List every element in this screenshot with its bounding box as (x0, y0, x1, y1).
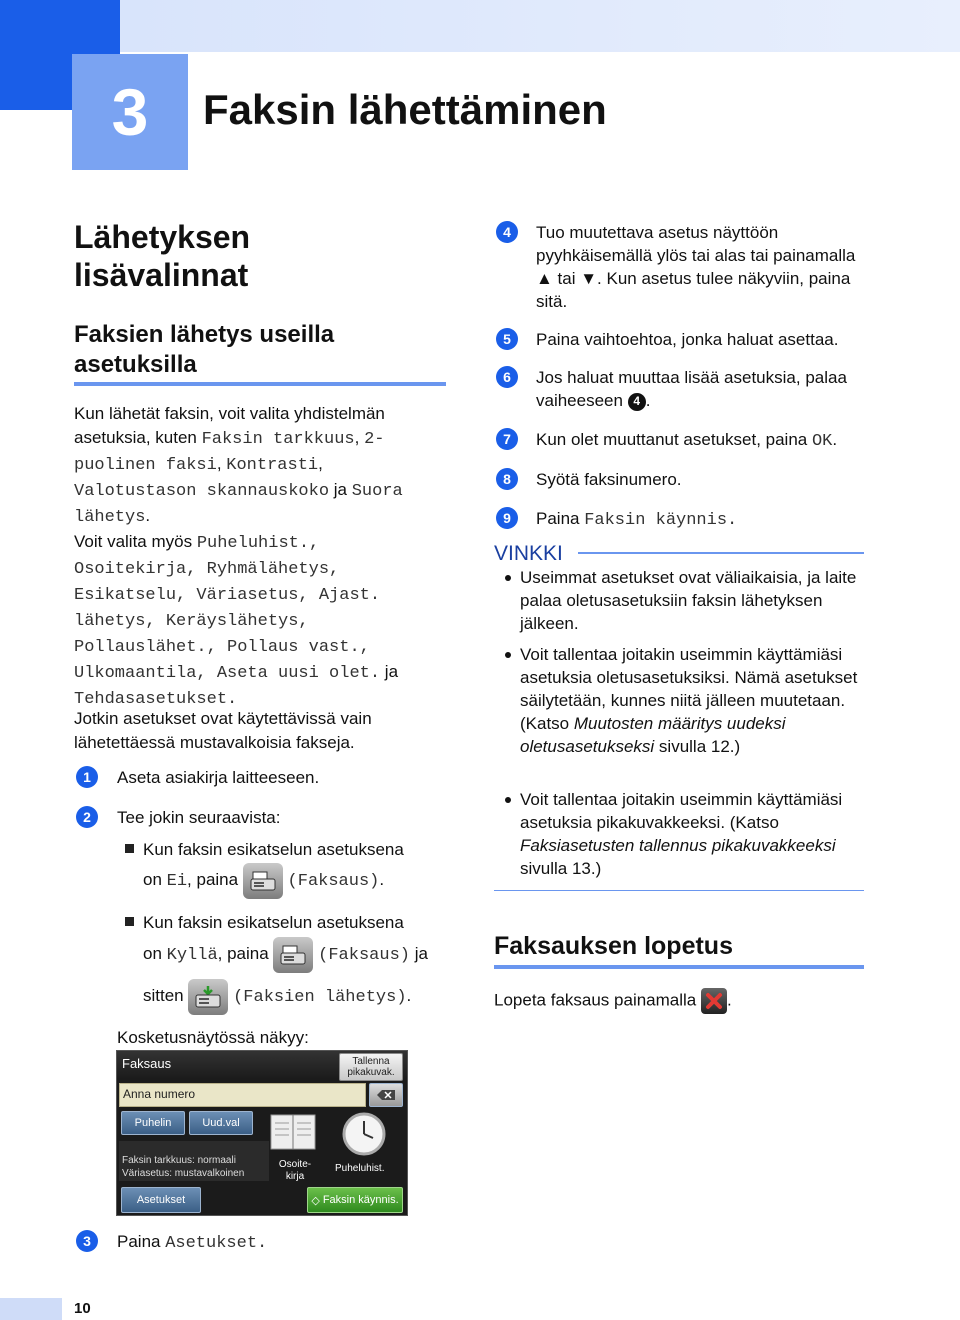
step-text: Tee jokin seuraavista: (117, 808, 281, 827)
address-book-icon[interactable] (267, 1109, 319, 1157)
square-bullet (125, 844, 134, 853)
step-text: Paina vaihtoehtoa, jonka haluat asettaa. (536, 330, 839, 349)
bullet-text: Kun faksin esikatselun asetuksena (143, 840, 404, 859)
step-number: 9 (496, 507, 518, 529)
step-text: Tuo muutettava asetus näyttöön pyyhkäisemällä ylös tai alas tai painamalla ▲ tai ▼. Kun asetus tulee näkyviin, paina sitä. (536, 223, 856, 311)
step-number: 3 (76, 1230, 98, 1252)
bullet-dot (505, 575, 511, 581)
step-number: 4 (496, 221, 518, 243)
bullet-text: Kun faksin esikatselun asetuksena (143, 913, 404, 932)
step-number: 8 (496, 468, 518, 490)
fax-start-label: Faksin käynnis. (322, 1194, 399, 1206)
step-text: Jos haluat muuttaa lisää asetuksia, palaa vaiheeseen 4 . (536, 368, 847, 410)
call-history-label: Puheluhist. (335, 1163, 385, 1174)
page-number: 10 (74, 1300, 91, 1317)
note-bottom-rule (494, 890, 864, 891)
fax-button-icon (243, 863, 283, 899)
step-number: 5 (496, 328, 518, 350)
touchscreen-mockup (116, 1050, 408, 1216)
step-text: Kun olet muuttanut asetukset, paina OK. (536, 430, 838, 451)
stop-section-text: Lopeta faksaus painamalla . (494, 988, 732, 1014)
step-number: 7 (496, 428, 518, 450)
number-input-placeholder: Anna numero (123, 1087, 196, 1101)
settings-button[interactable]: Asetukset (121, 1187, 201, 1213)
bullet-text-line3: sitten (Faksien lähetys). (143, 976, 411, 1018)
bullet-dot (505, 797, 511, 803)
step-number: 6 (496, 366, 518, 388)
save-shortcut-button[interactable]: Tallenna pikakuvak. (339, 1053, 403, 1081)
stop-section-rule (494, 965, 864, 969)
backspace-button[interactable] (369, 1083, 403, 1107)
status-line-1: Faksin tarkkuus: normaali (122, 1155, 236, 1166)
subsection-title: Faksien lähetys useilla asetuksilla (74, 321, 335, 378)
square-bullet (125, 917, 134, 926)
subsection-rule (74, 382, 446, 386)
intro-paragraph-3: Jotkin asetukset ovat käytettävissä vain lähetettäessä mustavalkoisia fakseja. (74, 709, 372, 752)
step-reference: 4 (628, 393, 646, 411)
stop-section-title: Faksauksen lopetus (494, 932, 733, 960)
step-text: Paina Asetukset. (117, 1232, 268, 1253)
note-bullet-2: Voit tallentaa joitakin useimmin käyttämiäsi asetuksia oletusasetuksiksi. Nämä asetukset säilytetään, kunnes niitä jälleen muutetaan. (Katso Muutosten määritys uudeksi oletusasetukseksi sivulla 12.) (520, 645, 858, 756)
note-rule (578, 552, 864, 554)
note-bullet-3: Voit tallentaa joitakin useimmin käyttämiäsi asetuksia pikakuvakkeeksi. (Katso Faksiasetusten tallennus pikakuvakkeeksi sivulla 13.) (520, 790, 843, 878)
intro-paragraph-2: Voit valita myös Puheluhist., Osoitekirja, Ryhmälähetys, Esikatselu, Väriasetus, Ajast. lähetys, Keräyslähetys, Pollauslähet., Pollaus vast., Ulkomaantila, Aseta uusi olet. ja Tehdasasetukset. (74, 532, 399, 709)
step-text: Paina Faksin käynnis. (536, 509, 738, 530)
bullet-dot (505, 652, 511, 658)
fax-start-button[interactable] (307, 1187, 403, 1213)
step-text: Aseta asiakirja laitteeseen. (117, 768, 320, 787)
header-strip (120, 0, 960, 52)
chapter-title: Faksin lähettäminen (203, 86, 607, 133)
chapter-number: 3 (72, 54, 188, 170)
step-text: Syötä faksinumero. (536, 470, 682, 489)
section-title: Lähetyksen lisävalinnat (74, 219, 251, 293)
intro-paragraph-1: Kun lähetät faksin, voit valita yhdistelmän asetuksia, kuten Faksin tarkkuus, 2-puolinen faksi, Kontrasti, Valotustason skannauskoko ja Suora lähetys. (74, 404, 403, 527)
start-icon: ◇ (311, 1194, 320, 1207)
status-line-2: Väriasetus: mustavalkoinen (122, 1168, 245, 1179)
backspace-icon (376, 1089, 396, 1101)
page-number-bar (0, 1298, 62, 1320)
redial-button[interactable]: Uud.val (189, 1111, 253, 1135)
step-number: 2 (76, 806, 98, 828)
step-number: 1 (76, 766, 98, 788)
phone-button[interactable]: Puhelin (121, 1111, 185, 1135)
cancel-icon (701, 988, 727, 1014)
address-book-label: Osoite-kirja (278, 1159, 312, 1182)
note-title: VINKKI (494, 542, 563, 565)
note-bullet-1: Useimmat asetukset ovat väliaikaisia, ja laite palaa oletusasetuksiin faksin lähetyksen jälkeen. (520, 568, 857, 633)
fax-button-icon (273, 937, 313, 973)
screen-caption: Kosketusnäytössä näkyy: (117, 1028, 309, 1047)
fax-send-icon (188, 979, 228, 1015)
screen-title: Faksaus (122, 1056, 172, 1071)
bullet-text-line2: on Kyllä, paina (Faksaus) ja (143, 934, 428, 976)
number-input[interactable] (119, 1083, 366, 1107)
clock-icon[interactable] (339, 1109, 389, 1159)
bullet-text-line2: on Ei, paina (Faksaus). (143, 860, 384, 902)
